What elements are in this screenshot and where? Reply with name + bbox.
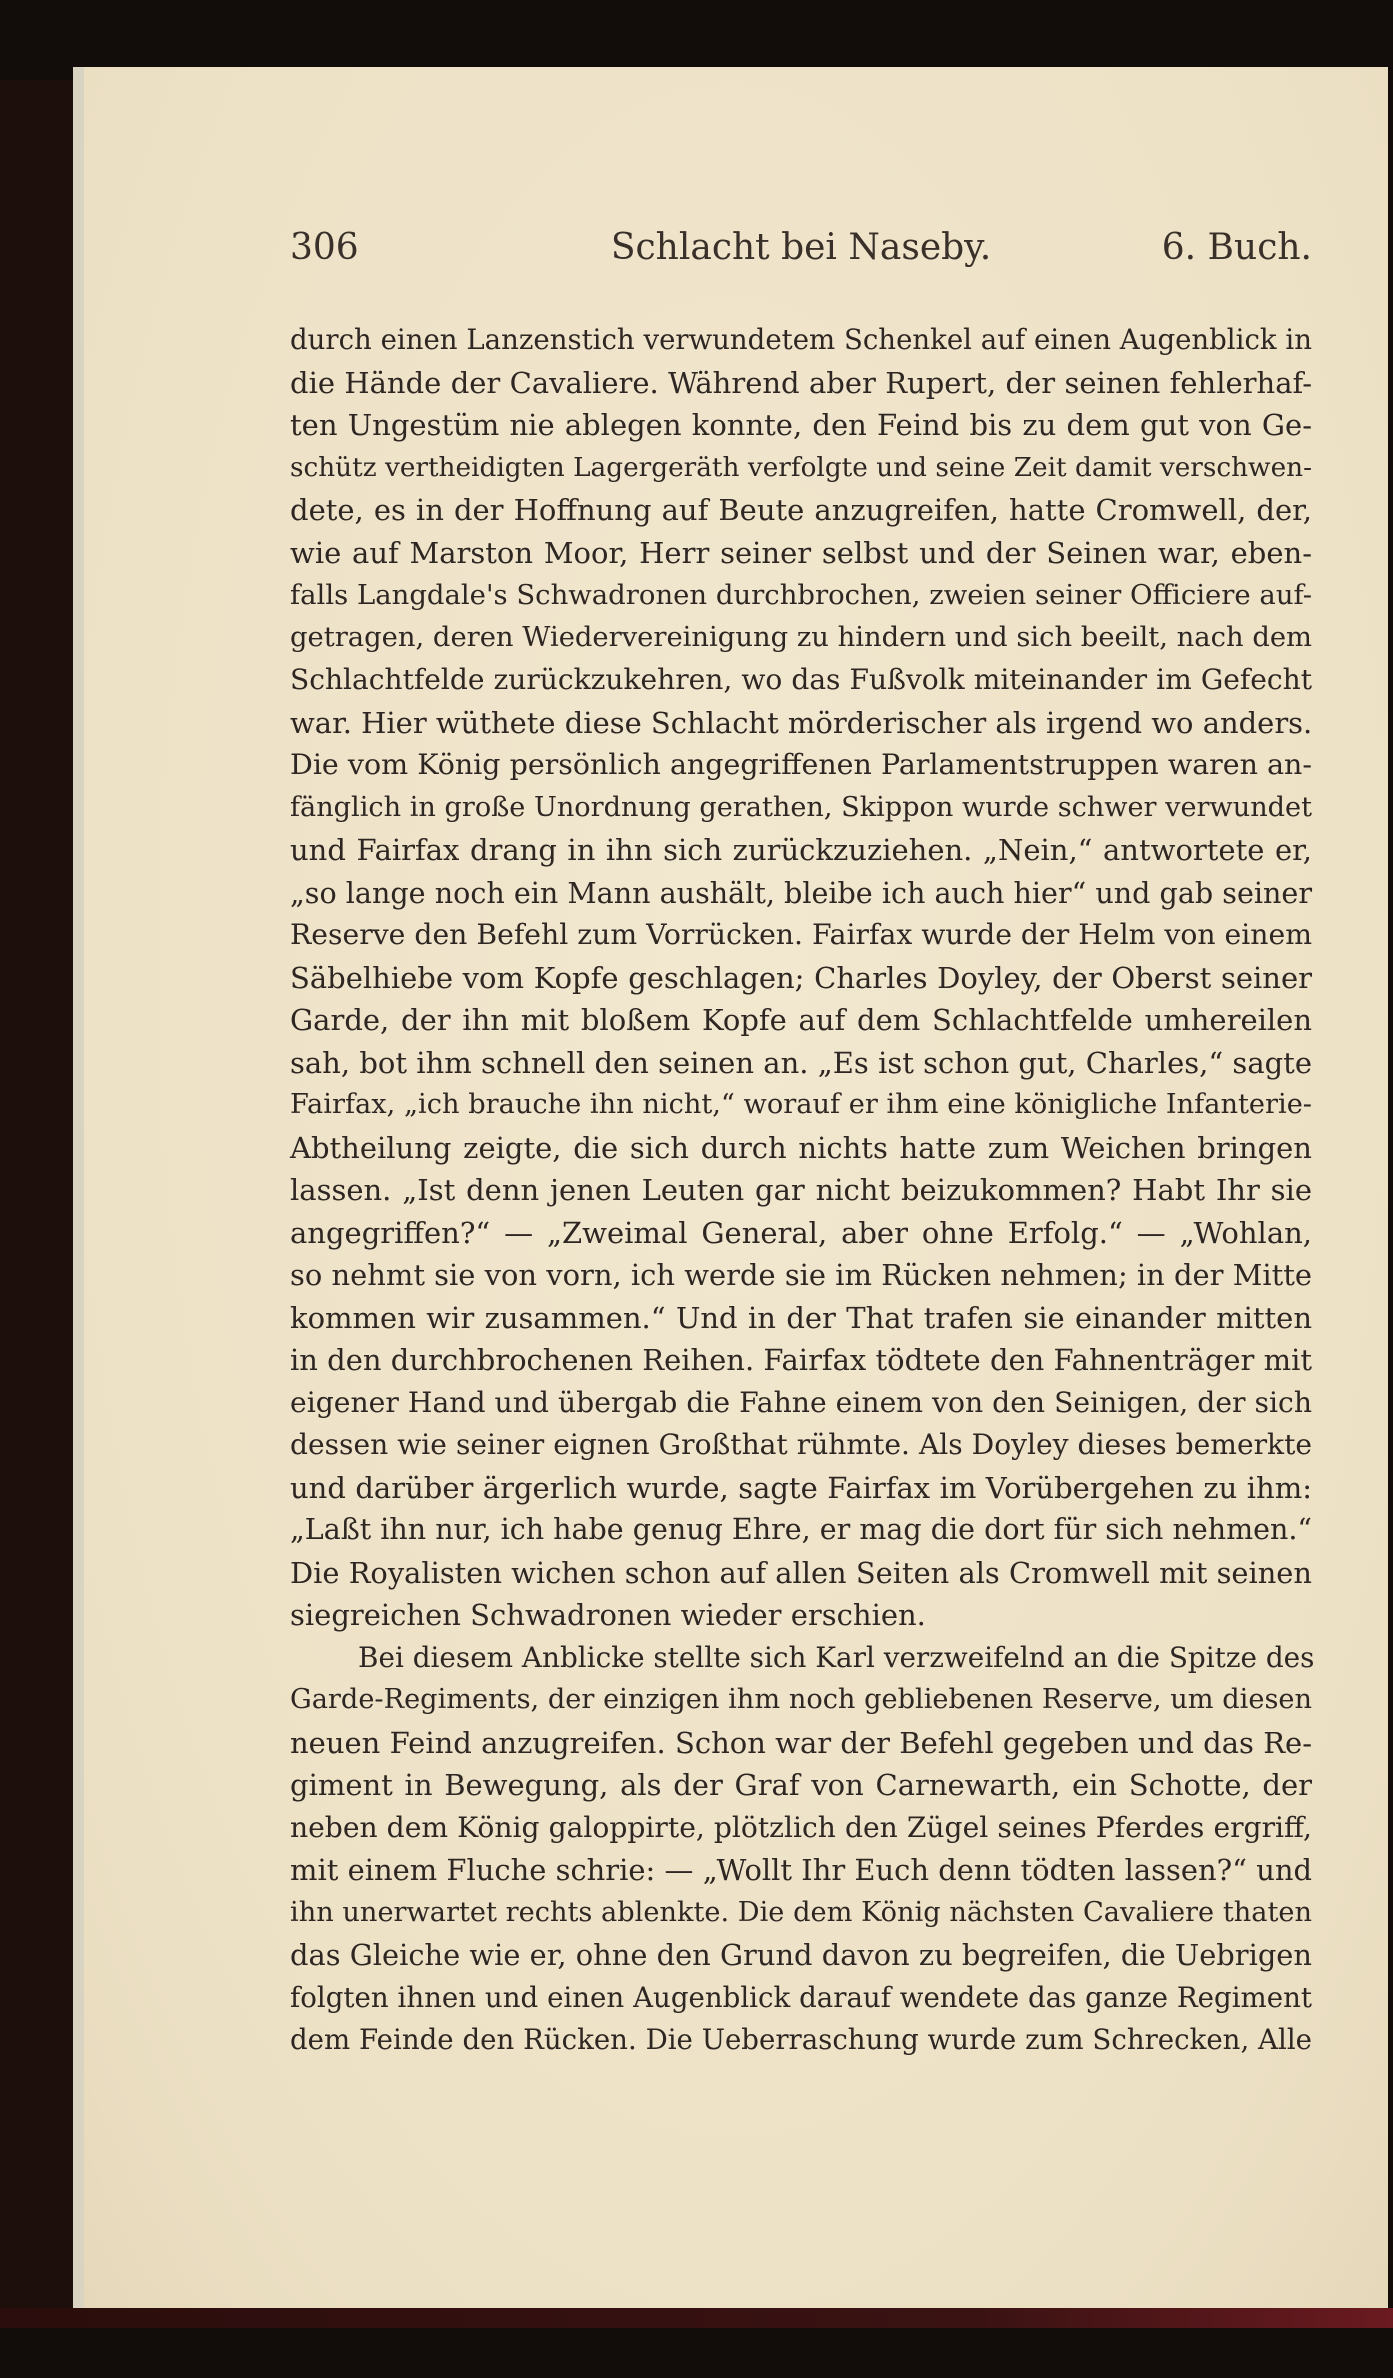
text-line: neuen Feind anzugreifen. Schon war der Befehl gegeben und das Re- xyxy=(290,1725,1312,1760)
text-line: angegriffen?“ — „Zweimal General, aber ohne Erfolg.“ — „Wohlan, xyxy=(290,1215,1312,1250)
text-line: Bei diesem Anblicke stellte sich Karl verzweifelnd an die Spitze des xyxy=(358,1640,1315,1674)
book-label: 6. Buch. xyxy=(1161,227,1312,268)
text-line: Die Royalisten wichen schon auf allen Seiten als Cromwell mit seinen xyxy=(290,1555,1312,1590)
text-line: siegreichen Schwadronen wieder erschien. xyxy=(290,1598,926,1632)
text-line: lassen. „Ist denn jenen Leuten gar nicht beizukommen? Habt Ihr sie xyxy=(290,1173,1312,1207)
page-edge xyxy=(73,67,84,2308)
running-title: Schlacht bei Naseby. xyxy=(610,227,992,268)
scan-background xyxy=(0,80,73,2308)
text-line: wie auf Marston Moor, Herr seiner selbst und der Seinen war, eben- xyxy=(290,535,1312,570)
text-line: dete, es in der Hoffnung auf Beute anzugreifen, hatte Cromwell, der, xyxy=(290,493,1312,527)
text-line: fänglich in große Unordnung gerathen, Skippon wurde schwer verwundet xyxy=(290,791,1312,823)
text-line: Garde, der ihn mit bloßem Kopfe auf dem Schlachtfelde umhereilen xyxy=(290,1003,1312,1037)
text-line: falls Langdale's Schwadronen durchbrochen, zweien seiner Officiere auf- xyxy=(290,579,1312,611)
book-page xyxy=(73,67,1388,2308)
text-line: und Fairfax drang in ihn sich zurückzuziehen. „Nein,“ antwortete er, xyxy=(290,833,1312,867)
text-line: schütz vertheidigten Lagergeräth verfolgte und seine Zeit damit verschwen- xyxy=(290,452,1312,483)
paragraph xyxy=(290,319,1312,1637)
text-line: sah, bot ihm schnell den seinen an. „Es ist schon gut, Charles,“ sagte xyxy=(290,1045,1312,1080)
text-line: eigener Hand und übergab die Fahne einem von den Seinigen, der sich xyxy=(290,1385,1312,1419)
text-line: durch einen Lanzenstich verwundetem Schenkel auf einen Augenblick in xyxy=(290,323,1312,356)
text-line: die Hände der Cavaliere. Während aber Rupert, der seinen fehlerhaf- xyxy=(290,365,1312,400)
text-line: war. Hier wüthete diese Schlacht mörderischer als irgend wo anders. xyxy=(290,705,1313,740)
text-line: mit einem Fluche schrie: — „Wollt Ihr Euch denn tödten lassen?“ und xyxy=(290,1853,1312,1887)
text-line: Reserve den Befehl zum Vorrücken. Fairfax wurde der Helm von einem xyxy=(290,918,1312,951)
text-line: getragen, deren Wiedervereinigung zu hindern und sich beeilt, nach dem xyxy=(290,621,1312,653)
text-line: und darüber ärgerlich wurde, sagte Fairfax im Vorübergehen zu ihm: xyxy=(290,1470,1312,1505)
text-line: dem Feinde den Rücken. Die Ueberraschung wurde zum Schrecken, Alle xyxy=(290,2023,1312,2056)
page-number: 306 xyxy=(290,227,359,268)
body-text xyxy=(290,319,1315,2062)
text-line: neben dem König galoppirte, plötzlich den Zügel seines Pferdes ergriff, xyxy=(290,1810,1312,1844)
text-line: Fairfax, „ich brauche ihn nicht,“ worauf er ihm eine königliche Infanterie- xyxy=(290,1089,1312,1120)
paragraph xyxy=(290,1637,1315,2062)
text-line: Garde-Regiments, der einzigen ihm noch gebliebenen Reserve, um diesen xyxy=(290,1684,1312,1715)
text-line: das Gleiche wie er, ohne den Grund davon zu begreifen, die Uebrigen xyxy=(290,1938,1312,1972)
book-cover-edge xyxy=(0,2308,1393,2328)
text-line: in den durchbrochenen Reihen. Fairfax tödtete den Fahnenträger mit xyxy=(290,1343,1312,1377)
text-line: Schlachtfelde zurückzukehren, wo das Fußvolk miteinander im Gefecht xyxy=(290,663,1312,696)
text-line: Abtheilung zeigte, die sich durch nichts hatte zum Weichen bringen xyxy=(290,1130,1312,1165)
text-line: giment in Bewegung, als der Graf von Carnewarth, ein Schotte, der xyxy=(290,1768,1312,1802)
text-line: ten Ungestüm nie ablegen konnte, den Feind bis zu dem gut von Ge- xyxy=(290,408,1312,442)
text-line: dessen wie seiner eignen Großthat rühmte. Als Doyley dieses bemerkte xyxy=(290,1428,1312,1461)
text-line: folgten ihnen und einen Augenblick darauf wendete das ganze Regiment xyxy=(290,1980,1312,2014)
text-line: Die vom König persönlich angegriffenen Parlamentstruppen waren an- xyxy=(290,748,1312,781)
text-line: ihn unerwartet rechts ablenkte. Die dem König nächsten Cavaliere thaten xyxy=(290,1896,1312,1928)
running-header xyxy=(290,227,1312,273)
text-line: „so lange noch ein Mann aushält, bleibe ich auch hier“ und gab seiner xyxy=(290,875,1312,910)
text-line: kommen wir zusammen.“ Und in der That trafen sie einander mitten xyxy=(290,1300,1312,1335)
text-line: Säbelhiebe vom Kopfe geschlagen; Charles Doyley, der Oberst seiner xyxy=(290,960,1312,995)
text-line: so nehmt sie von vorn, ich werde sie im Rücken nehmen; in der Mitte xyxy=(290,1258,1312,1292)
text-line: „Laßt ihn nur, ich habe genug Ehre, er mag die dort für sich nehmen.“ xyxy=(290,1513,1312,1546)
